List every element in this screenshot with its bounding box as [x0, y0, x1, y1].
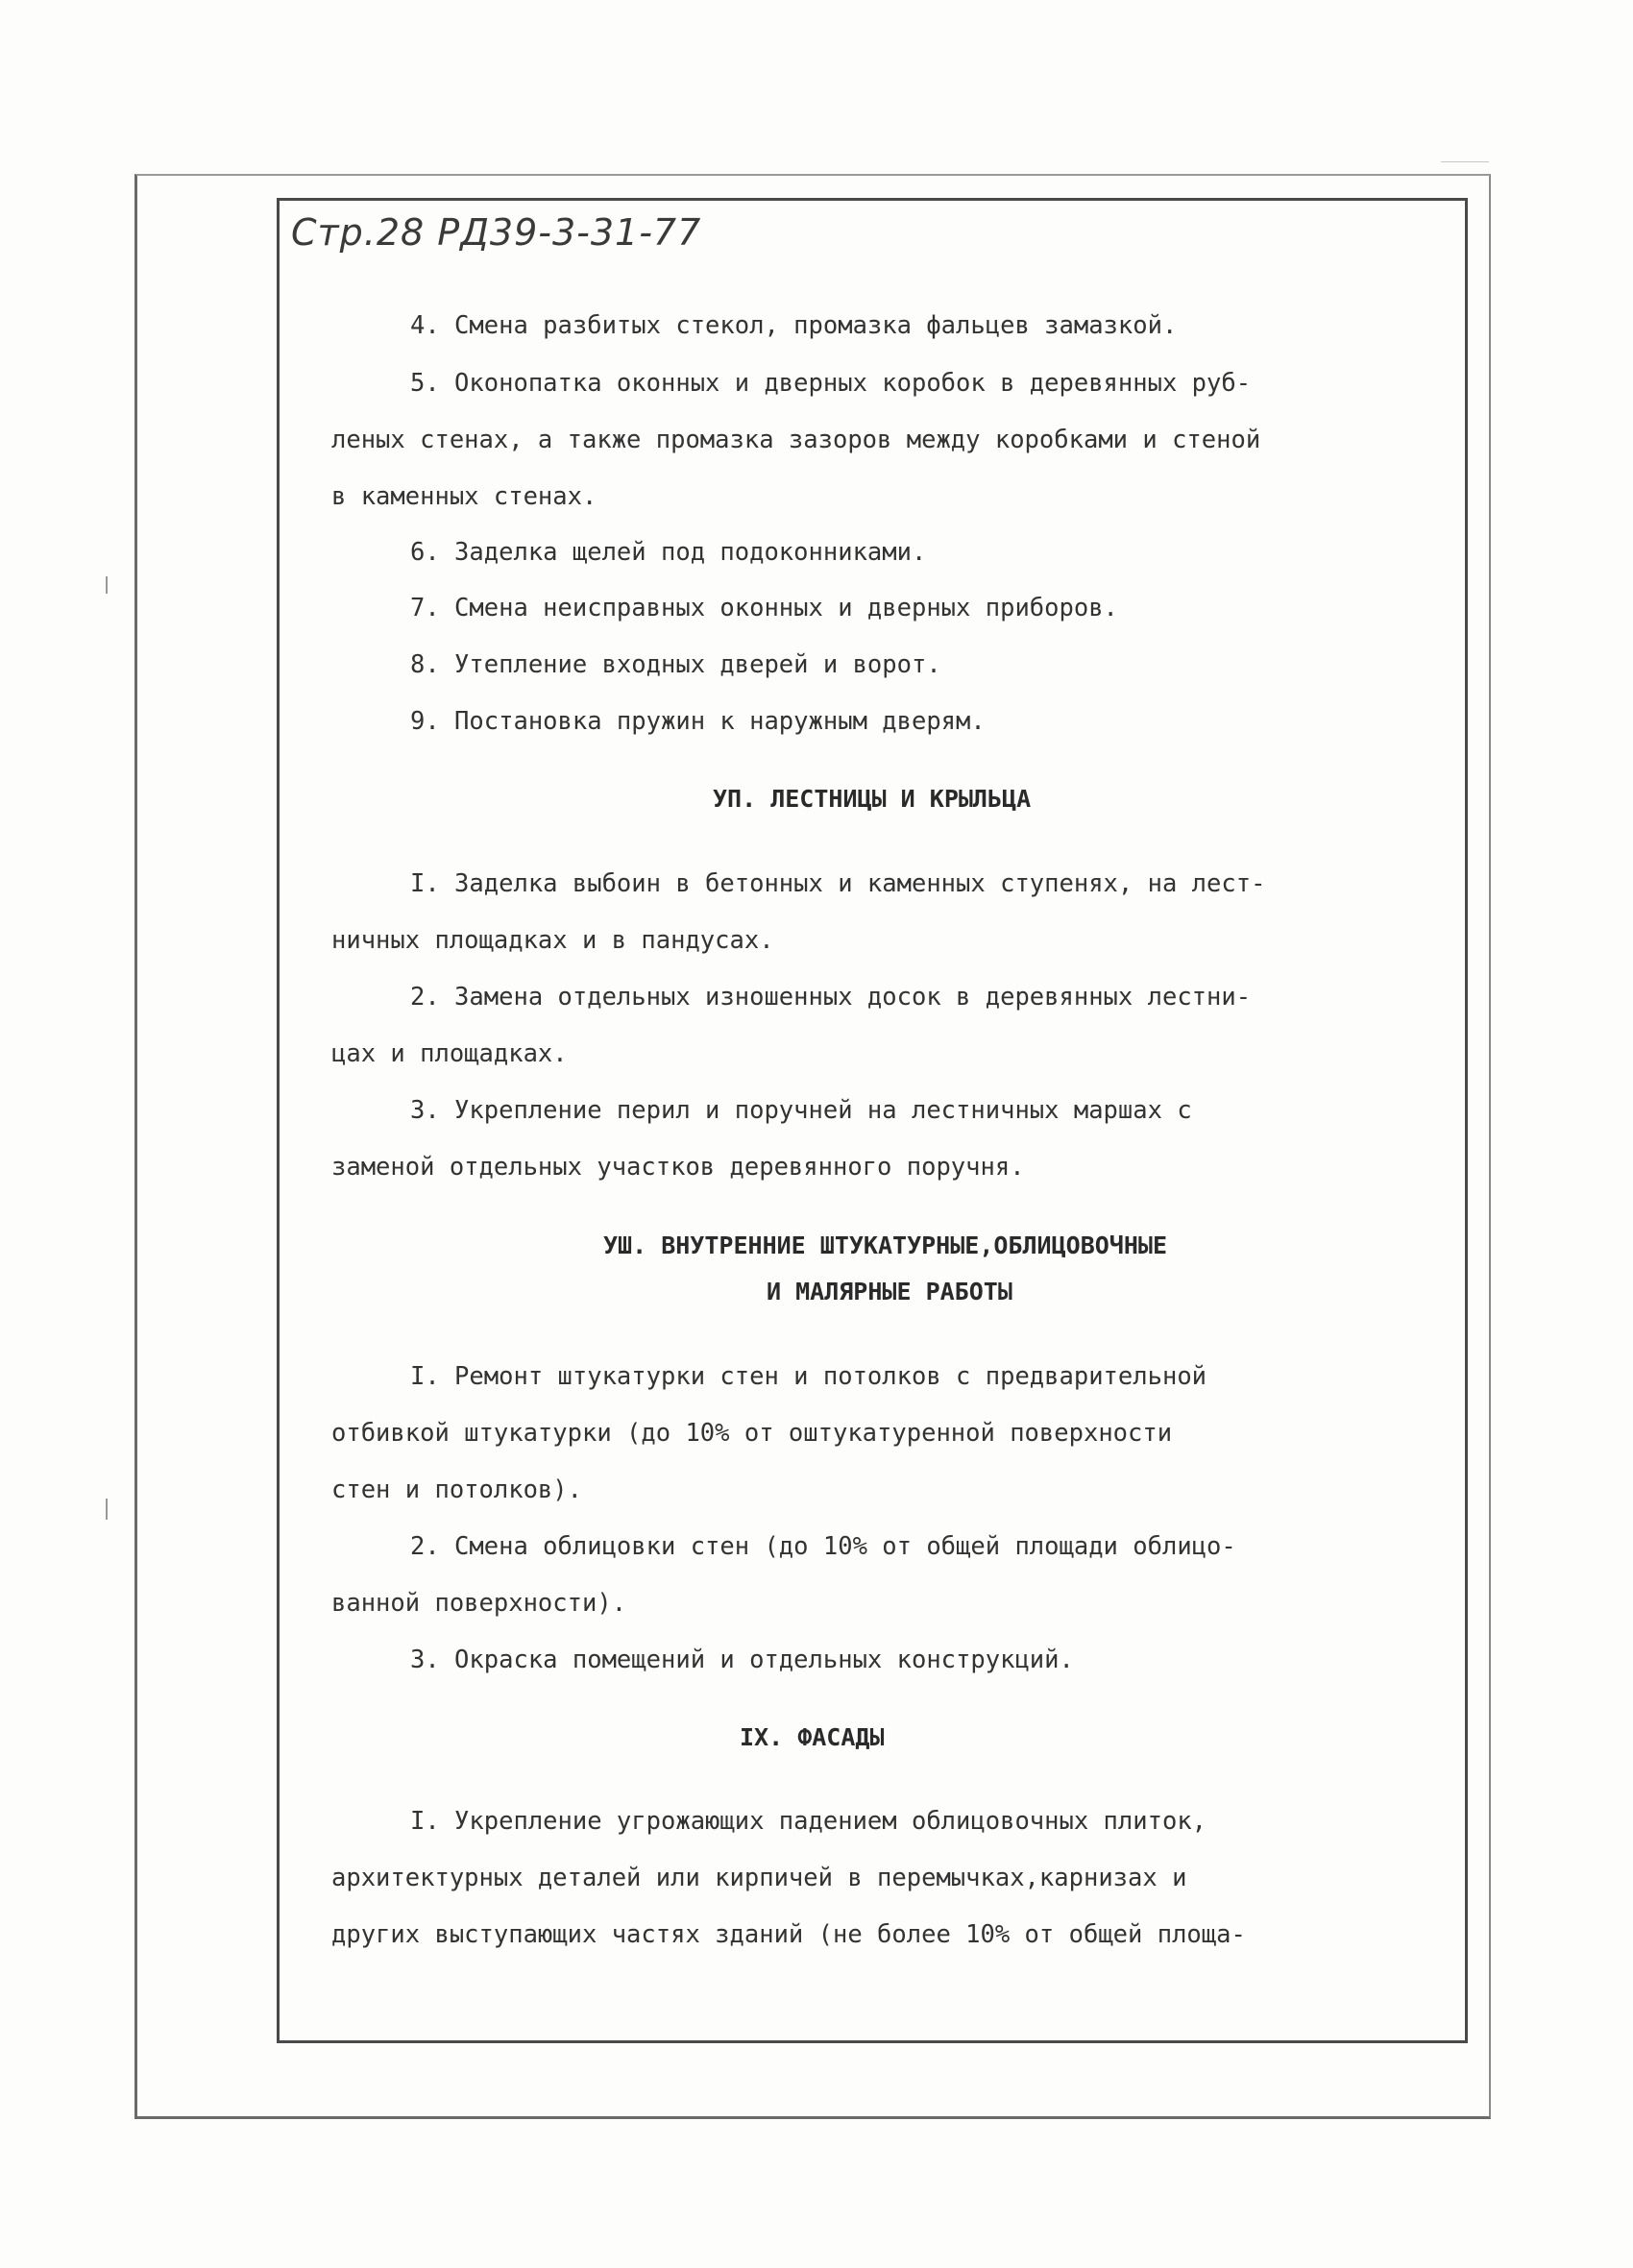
text-line: 2. Замена отдельных изношенных досок в деревянных лестни- — [410, 983, 1252, 1012]
text-line: 7. Смена неисправных оконных и дверных приборов. — [410, 594, 1118, 622]
text-line: 6. Заделка щелей под подоконниками. — [410, 538, 927, 567]
corner-dash — [1441, 161, 1489, 162]
section-heading-interior: УШ. ВНУТРЕННИЕ ШТУКАТУРНЫЕ,ОБЛИЦОВОЧНЫЕ — [603, 1232, 1167, 1259]
page-reference-note: Стр.28 РД39-3-31-77 — [291, 211, 702, 254]
text-line: архитектурных деталей или кирпичей в перемычках,карнизах и — [331, 1864, 1187, 1892]
left-margin-mark — [106, 576, 108, 594]
text-line: I. Заделка выбоин в бетонных и каменных ступенях, на лест- — [410, 869, 1266, 898]
text-line: 3. Укрепление перил и поручней на лестничных маршах с — [410, 1096, 1192, 1125]
text-line: 3. Окраска помещений и отдельных конструкций. — [410, 1646, 1074, 1674]
text-line: ничных площадках и в пандусах. — [331, 926, 774, 955]
text-line: цах и площадках. — [331, 1039, 568, 1068]
text-line: заменой отдельных участков деревянного поручня. — [331, 1153, 1025, 1182]
section-heading-facades: IX. ФАСАДЫ — [740, 1723, 885, 1751]
section-heading-stairs: УП. ЛЕСТНИЦЫ И КРЫЛЬЦА — [713, 785, 1032, 813]
text-line: I. Ремонт штукатурки стен и потолков с предварительной — [410, 1362, 1207, 1391]
section-heading-interior-cont: И МАЛЯРНЫЕ РАБОТЫ — [767, 1278, 1012, 1305]
text-line: стен и потолков). — [331, 1475, 582, 1504]
text-line: других выступающих частях зданий (не более 10% от общей площа- — [331, 1920, 1246, 1949]
left-margin-mark — [106, 1499, 108, 1520]
text-line: 8. Утепление входных дверей и ворот. — [410, 650, 941, 679]
text-line: ванной поверхности). — [331, 1589, 627, 1618]
text-line: 5. Оконопатка оконных и дверных коробок в деревянных руб- — [410, 369, 1252, 398]
text-line: леных стенах, а также промазка зазоров между коробками и стеной — [331, 426, 1261, 454]
text-line: 2. Смена облицовки стен (до 10% от общей площади облицо- — [410, 1532, 1236, 1561]
text-line: 4. Смена разбитых стекол, промазка фальцев замазкой. — [410, 311, 1178, 340]
text-line: 9. Постановка пружин к наружным дверям. — [410, 707, 986, 736]
text-line: I. Укрепление угрожающих падением облицовочных плиток, — [410, 1807, 1207, 1836]
text-line: отбивкой штукатурки (до 10% от оштукатуренной поверхности — [331, 1419, 1173, 1448]
text-line: в каменных стенах. — [331, 482, 597, 511]
